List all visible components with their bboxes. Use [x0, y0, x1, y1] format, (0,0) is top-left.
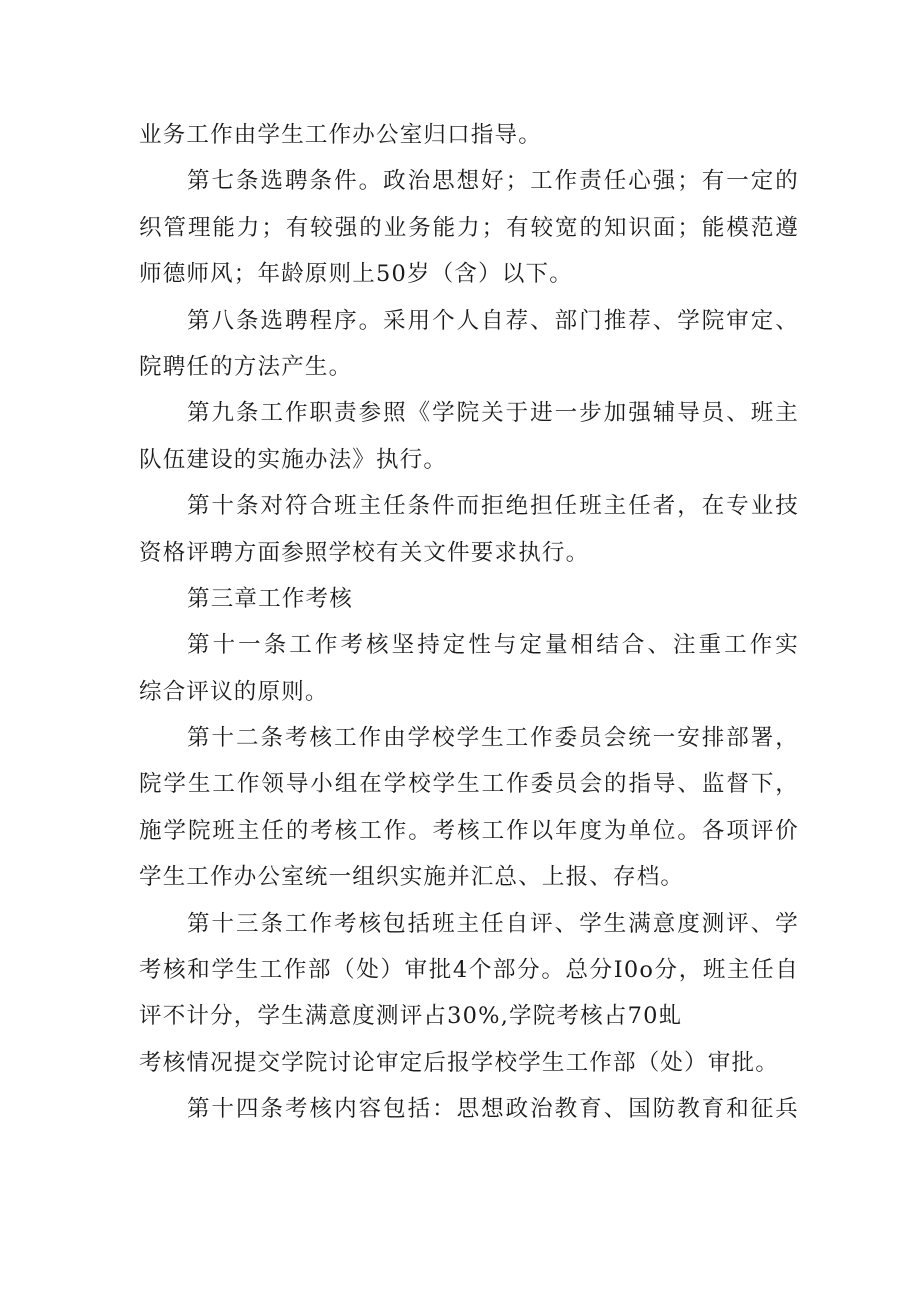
- text-line-22: 第十四条考核内容包括：思想政治教育、国防教育和征兵: [187, 1096, 799, 1123]
- text-line-10: 资格评聘方面参照学校有关文件要求执行。: [139, 539, 590, 566]
- text-line-1: 业务工作由学生工作办公室归口指导。: [139, 122, 542, 148]
- text-line-20: 评不计分，学生满意度测评占30%,学院考核占70虬: [139, 1003, 683, 1030]
- text-line-4: 师德师风；年龄原则上50岁（含）以下。: [139, 261, 573, 288]
- document-body: [139, 112, 799, 1133]
- text-line-9: 第十条对符合班主任条件而拒绝担任班主任者，在专业技: [187, 493, 799, 520]
- text-line-12: 第十一条工作考核坚持定性与定量相结合、注重工作实: [187, 632, 799, 659]
- text-line-5: 第八条选聘程序。采用个人自荐、部门推荐、学院审定、: [187, 307, 799, 334]
- text-line-14: 第十二条考核工作由学校学生工作委员会统一安排部署，: [187, 725, 799, 752]
- text-line-21: 考核情况提交学院讨论审定后报学校学生工作部（处）审批。: [139, 1049, 779, 1076]
- text-line-19: 考核和学生工作部（处）审批4个部分。总分I0o分，班主任自: [139, 957, 799, 984]
- text-line-15: 院学生工作领导小组在学校学生工作委员会的指导、监督下，: [139, 771, 799, 798]
- text-line-17: 学生工作办公室统一组织实施并汇总、上报、存档。: [139, 864, 685, 891]
- text-line-7: 第九条工作职责参照《学院关于进一步加强辅导员、班主: [187, 400, 799, 427]
- text-line-16: 施学院班主任的考核工作。考核工作以年度为单位。各项评价: [139, 817, 799, 844]
- text-line-13: 综合评议的原则。: [139, 678, 329, 705]
- text-line-3: 织管理能力；有较强的业务能力；有较宽的知识面；能模范遵: [139, 214, 799, 241]
- text-line-2: 第七条选聘条件。政治思想好；工作责任心强；有一定的: [187, 168, 799, 195]
- text-line-6: 院聘任的方法产生。: [139, 353, 353, 380]
- text-line-18: 第十三条工作考核包括班主任自评、学生满意度测评、学: [187, 910, 799, 937]
- chapter-heading: 第三章工作考核: [187, 585, 353, 612]
- text-line-8: 队伍建设的实施办法》执行。: [139, 446, 448, 473]
